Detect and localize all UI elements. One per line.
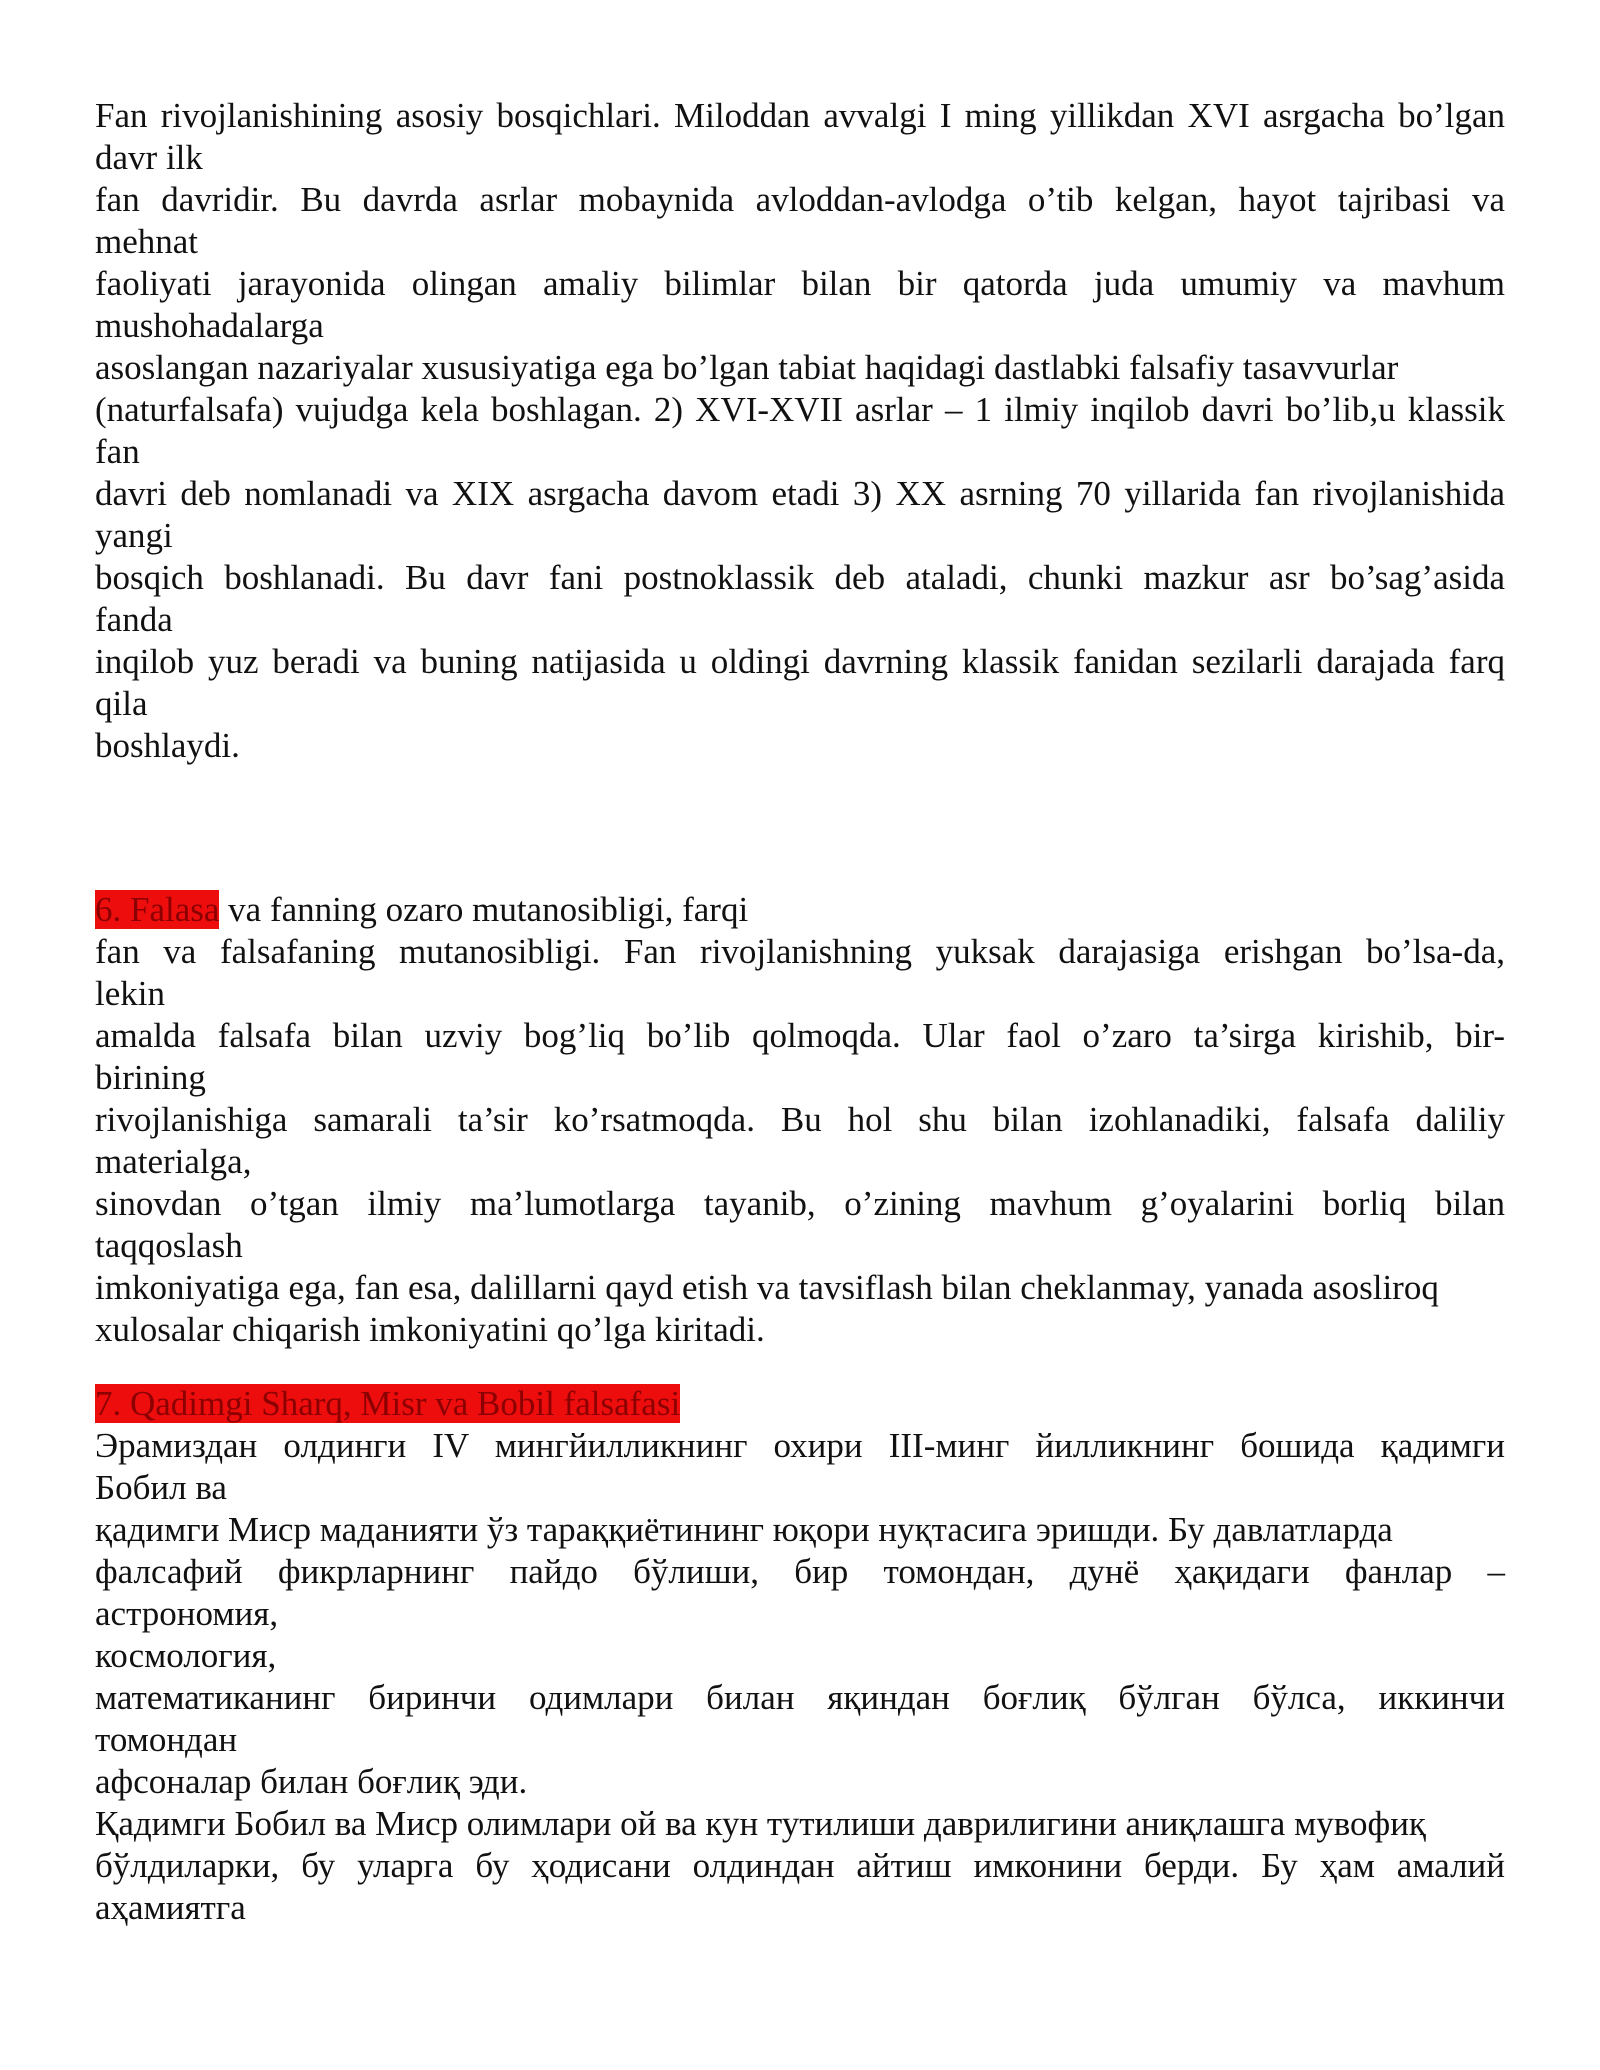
section-heading-6 — [95, 889, 1505, 931]
document-page — [95, 95, 1505, 1929]
text-line: imkoniyatiga ega, fan esa, dalillarni qayd etish va tavsiflash bilan cheklanmay, yanada asosliroq — [95, 1268, 1439, 1307]
text-line: amalda falsafa bilan uzviy bog’liq bo’lib qolmoqda. Ular faol o’zaro ta’sirga kirishib, bir- — [95, 1016, 1505, 1055]
text-line: mehnat — [95, 222, 199, 261]
section-body — [95, 1425, 1505, 1929]
text-line: fan va falsafaning mutanosibligi. Fan rivojlanishning yuksak darajasiga erishgan bo’lsa-da, — [95, 932, 1505, 971]
text-line: davr ilk — [95, 138, 203, 177]
text-line: фалсафий фикрларнинг пайдо бўлиши, бир томондан, дунё ҳақидаги фанлар – — [95, 1552, 1505, 1591]
section-body — [95, 931, 1505, 1351]
section-science-stages — [95, 95, 1505, 767]
text-line: қадимги Миср маданияти ўз тараққиётининг юқори нуқтасига эришди. Бу давлатларда — [95, 1510, 1393, 1549]
text-line: Бобил ва — [95, 1468, 227, 1507]
text-line: mushohadalarga — [95, 306, 324, 345]
highlighted-heading: 7. Qadimgi Sharq, Misr va Bobil falsafasi — [95, 1384, 681, 1423]
highlighted-heading-number: 6. Falasa — [95, 890, 220, 929]
section-philosophy-science — [95, 889, 1505, 1351]
text-line: бўлдиларки, бу уларга бу ҳодисани олдиндан айтиш имконини берди. Бу ҳам амалий — [95, 1846, 1505, 1885]
text-line: rivojlanishiga samarali ta’sir ko’rsatmoqda. Bu hol shu bilan izohlanadiki, falsafa daliliy — [95, 1100, 1505, 1139]
text-line: астрономия, — [95, 1594, 279, 1633]
text-line: yangi — [95, 516, 173, 555]
text-line: birining — [95, 1058, 206, 1097]
text-line: томондан — [95, 1720, 238, 1759]
text-line: fanda — [95, 600, 173, 639]
text-line: Эрамиздан олдинги IV мингйилликнинг охири III-минг йилликнинг бошида қадимги — [95, 1426, 1505, 1465]
text-line: inqilob yuz beradi va buning natijasida u oldingi davrning klassik fanidan sezilarli darajada farq — [95, 642, 1505, 681]
section-heading-7 — [95, 1383, 1505, 1425]
text-line: lekin — [95, 974, 165, 1013]
text-line: asoslangan nazariyalar xususiyatiga ega bo’lgan tabiat haqidagi dastlabki falsafiy tasavvurlar — [95, 348, 1399, 387]
text-line: boshlaydi. — [95, 726, 240, 765]
section-ancient-east — [95, 1383, 1505, 1929]
text-line: космология, — [95, 1636, 277, 1675]
text-line: faoliyati jarayonida olingan amaliy bilimlar bilan bir qatorda juda umumiy va mavhum — [95, 264, 1505, 303]
text-line: аҳамиятга — [95, 1888, 246, 1927]
text-line: xulosalar chiqarish imkoniyatini qo’lga kiritadi. — [95, 1310, 765, 1349]
heading-text: va fanning ozaro mutanosibligi, farqi — [219, 890, 749, 929]
text-line: materialga, — [95, 1142, 252, 1181]
spacer — [95, 767, 1505, 889]
text-line: математиканинг биринчи одимлари билан яқиндан боғлиқ бўлган бўлса, иккинчи — [95, 1678, 1505, 1717]
text-line: афсоналар билан боғлиқ эди. — [95, 1762, 528, 1801]
text-line: Қадимги Бобил ва Миср олимлари ой ва кун тутилиши даврилигини аниқлашга мувофиқ — [95, 1804, 1426, 1843]
text-line: fan davridir. Bu davrda asrlar mobaynida avloddan-avlodga o’tib kelgan, hayot tajribasi va — [95, 180, 1505, 219]
text-line: Fan rivojlanishining asosiy bosqichlari. Miloddan avvalgi I ming yillikdan XVI asrgacha bo’lgan — [95, 96, 1505, 135]
text-line: davri deb nomlanadi va XIX asrgacha davom etadi 3) XX asrning 70 yillarida fan rivojlanishida — [95, 474, 1505, 513]
text-line: (naturfalsafa) vujudga kela boshlagan. 2) XVI-XVII asrlar – 1 ilmiy inqilob davri bo’lib,u klassik — [95, 390, 1505, 429]
text-line: sinovdan o’tgan ilmiy ma’lumotlarga tayanib, o’zining mavhum g’oyalarini borliq bilan — [95, 1184, 1505, 1223]
text-line: qila — [95, 684, 148, 723]
text-line: bosqich boshlanadi. Bu davr fani postnoklassik deb ataladi, chunki mazkur asr bo’sag’asida — [95, 558, 1505, 597]
spacer — [95, 1351, 1505, 1383]
text-line: taqqoslash — [95, 1226, 243, 1265]
text-line: fan — [95, 432, 140, 471]
